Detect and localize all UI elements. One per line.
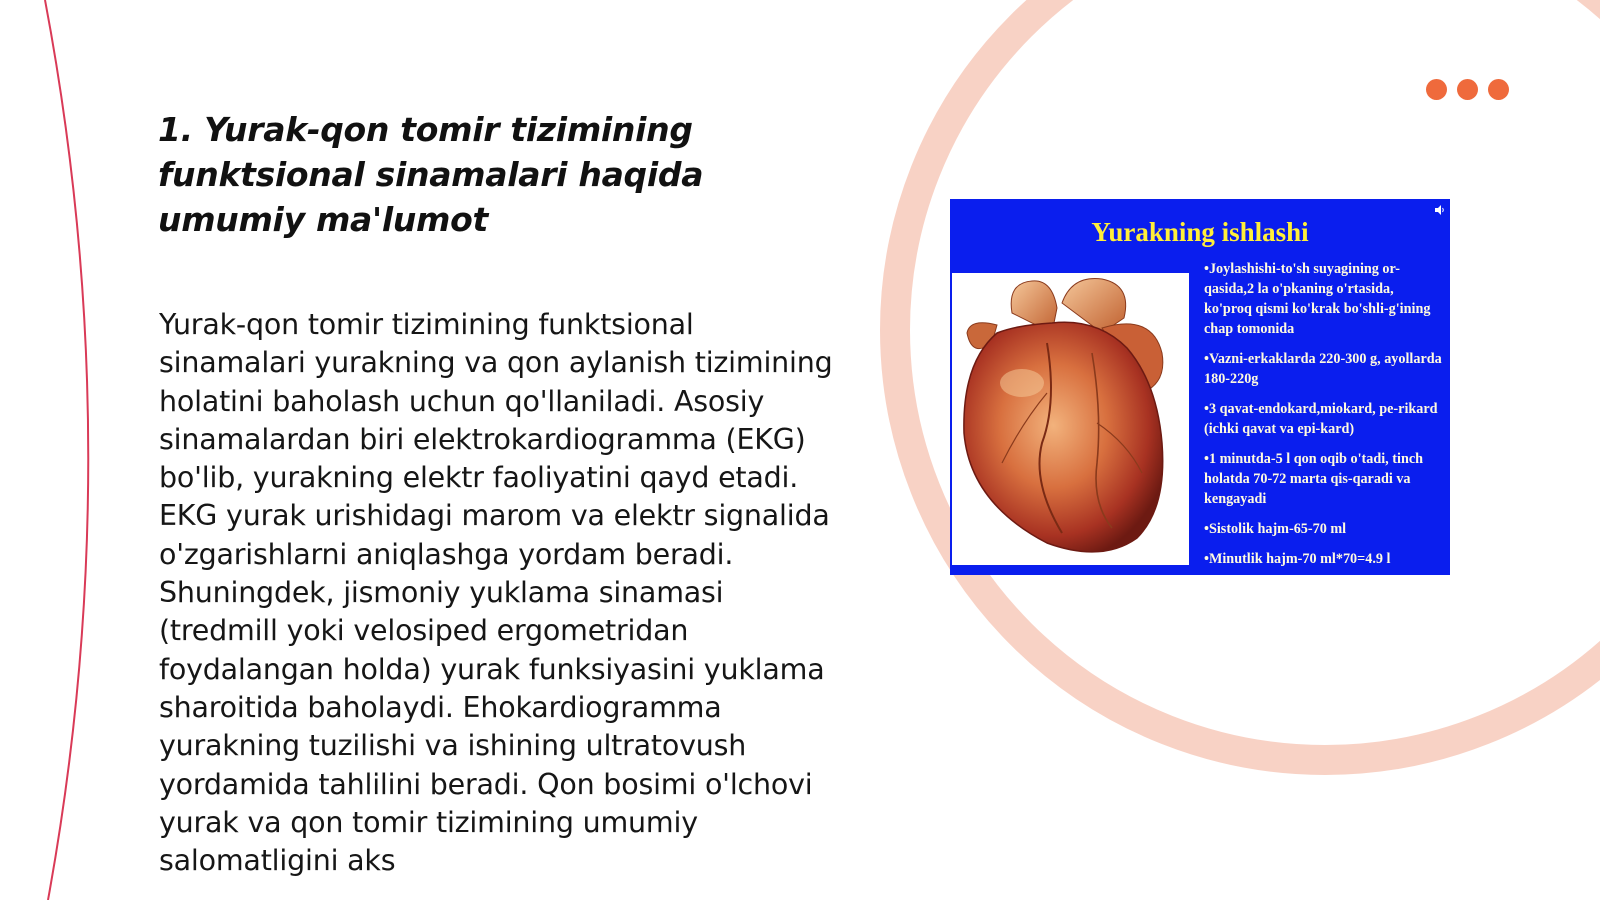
dot	[1426, 79, 1447, 100]
fact-item: •Minutlik hajm-70 ml*70=4.9 l	[1204, 551, 1391, 567]
heart-image	[952, 273, 1189, 565]
fact-item: •3 qavat-endokard,miokard, pe-rikard (ichki qavat va epi-kard)	[1204, 401, 1438, 437]
figure-title: Yurakning ishlashi	[1091, 217, 1309, 247]
dot	[1457, 79, 1478, 100]
heart-figure	[950, 199, 1450, 575]
fact-item: •Sistolik hajm-65-70 ml	[1204, 521, 1347, 537]
slide-body-text: Yurak-qon tomir tizimining funktsional sinamalari yurakning va qon aylanish tizimining holatini baholash uchun qo'llaniladi. Asosiy sinamalardan biri elektrokardiogramma (EKG) bo'lib, yurakning elektr faoliyatini qayd etadi. EKG yurak urishidagi marom va elektr signalida o'zgarishlarni aniqlashga yordam beradi. Shuningdek, jismoniy yuklama sinamasi (tredmill yoki velosiped ergometridan foydalangan holda) yurak funksiyasini yuklama sharoitida baholaydi. Ehokardiogramma yurakning tuzilishi va ishining ultratovush yordamida tahlilini beradi. Qon bosimi o'lchovi yurak va qon tomir tizimining umumiy salomatligini aks	[159, 308, 833, 878]
fact-item: •1 minutda-5 l qon oqib o'tadi, tinch holatda 70-72 marta qis-qaradi va kengayadi	[1204, 451, 1424, 507]
slide-title: 1. Yurak-qon tomir tizimining funktsional sinamalari haqida umumiy ma'lumot	[158, 110, 704, 239]
heart-anatomy-icon	[952, 273, 1189, 565]
speaker-icon	[1434, 204, 1446, 216]
fact-item: •Joylashishi-to'sh suyagining or-qasida,2 la o'pkaning o'rtasida, ko'proq qismi ko'krak bo'shli-g'ining chap tomonida	[1204, 261, 1431, 337]
heart-facts-list	[1204, 259, 1444, 575]
fact-item: •Vazni-erkaklarda 220-300 g, ayollarda 180-220g	[1204, 351, 1442, 387]
left-accent-line	[45, 0, 88, 900]
decorative-dots	[1426, 79, 1509, 100]
dot	[1488, 79, 1509, 100]
